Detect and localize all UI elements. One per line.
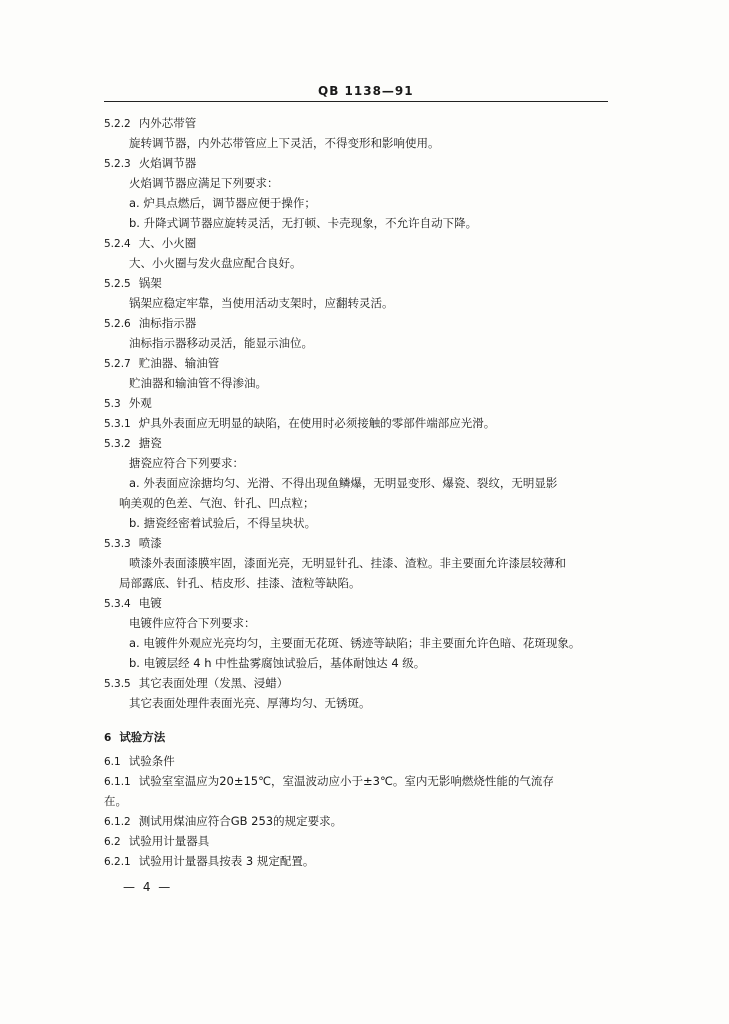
clause-number: 5.3: [104, 398, 121, 410]
clause-5-3-heading: [104, 396, 152, 411]
clause-5-2-2-text: 旋转调节器，内外芯带管应上下灵活，不得变形和影响使用。: [129, 136, 440, 150]
clause-5-2-7-text: 贮油器和输油管不得渗油。: [129, 376, 267, 390]
clause-6-2-heading: [104, 834, 209, 849]
clause-5-3-2-intro: 搪瓷应符合下列要求：: [129, 456, 244, 470]
page-number: — 4 —: [123, 880, 173, 894]
clause-number: 5.2.3: [104, 158, 131, 170]
standard-code-header: QB 1138—91: [318, 84, 414, 98]
clause-number: 6.2: [104, 836, 121, 848]
clause-number: 5.3.3: [104, 538, 131, 550]
clause-5-3-3-text: 喷漆外表面漆膜牢固，漆面光亮，无明显针孔、挂漆、渣粒。非主要面允许漆层较薄和: [129, 556, 566, 570]
clause-6-1-1: [104, 774, 554, 789]
clause-title: 外观: [128, 396, 152, 410]
clause-5-3-2-heading: [104, 436, 162, 451]
clause-text: 炉具外表面应无明显的缺陷，在使用时必须接触的零部件端部应光滑。: [138, 416, 496, 430]
clause-5-2-3-intro: 火焰调节器应满足下列要求：: [129, 176, 279, 190]
clause-5-2-4-text: 大、小火圈与发火盘应配合良好。: [129, 256, 302, 270]
clause-5-2-7-heading: [104, 356, 219, 371]
clause-5-3-5-text: 其它表面处理件表面光亮、厚薄均匀、无锈斑。: [129, 696, 371, 710]
clause-5-3-5-heading: [104, 676, 288, 691]
clause-text: 试验室室温应为20±15℃，室温波动应小于±3℃。室内无影响燃烧性能的气流存: [138, 774, 554, 788]
section-title: 试验方法: [119, 730, 166, 744]
clause-6-1-2: [104, 814, 342, 829]
clause-title: 火焰调节器: [138, 156, 197, 170]
clause-5-3-4-item-b: b. 电镀层经 4 h 中性盐雾腐蚀试验后，基体耐蚀达 4 级。: [129, 656, 426, 670]
clause-title: 大、小火圈: [138, 236, 197, 250]
clause-5-2-3-item-a: a. 炉具点燃后，调节器应便于操作；: [129, 196, 316, 210]
clause-6-1-heading: [104, 754, 175, 769]
clause-number: 5.2.6: [104, 318, 131, 330]
clause-5-2-3-heading: [104, 156, 196, 171]
clause-text: 试验用计量器具按表 3 规定配置。: [138, 854, 315, 868]
clause-title: 试验用计量器具: [128, 834, 210, 848]
clause-number: 6.2.1: [104, 856, 131, 868]
section-number: 6: [104, 732, 112, 744]
clause-5-2-5-heading: [104, 276, 162, 291]
clause-5-2-5-text: 锅架应稳定牢靠，当使用活动支架时，应翻转灵活。: [129, 296, 394, 310]
clause-5-2-6-heading: [104, 316, 196, 331]
clause-number: 6.1.2: [104, 816, 131, 828]
clause-title: 锅架: [138, 276, 162, 290]
clause-5-3-1: [104, 416, 495, 431]
clause-number: 5.3.4: [104, 598, 131, 610]
clause-number: 5.3.2: [104, 438, 131, 450]
clause-title: 搪瓷: [138, 436, 162, 450]
clause-number: 5.2.4: [104, 238, 131, 250]
clause-5-3-3-heading: [104, 536, 162, 551]
clause-5-3-4-heading: [104, 596, 162, 611]
clause-6-2-1: [104, 854, 314, 869]
clause-title: 电镀: [138, 596, 162, 610]
clause-number: 5.2.5: [104, 278, 131, 290]
clause-5-2-2-heading: [104, 116, 196, 131]
clause-title: 喷漆: [138, 536, 162, 550]
clause-title: 内外芯带管: [138, 116, 197, 130]
clause-5-3-3-text-cont: 局部露底、针孔、桔皮形、挂漆、渣粒等缺陷。: [119, 576, 361, 590]
header-rule: [104, 101, 608, 102]
clause-text: 测试用煤油应符合GB 253的规定要求。: [138, 814, 343, 828]
clause-title: 贮油器、输油管: [138, 356, 220, 370]
clause-5-2-3-item-b: b. 升降式调节器应旋转灵活，无打顿、卡壳现象，不允许自动下降。: [129, 216, 478, 230]
clause-title: 试验条件: [128, 754, 175, 768]
clause-5-2-4-heading: [104, 236, 196, 251]
clause-number: 6.1.1: [104, 776, 131, 788]
clause-5-2-6-text: 油标指示器移动灵活，能显示油位。: [129, 336, 313, 350]
clause-number: 5.3.5: [104, 678, 131, 690]
clause-number: 5.3.1: [104, 418, 131, 430]
clause-title: 油标指示器: [138, 316, 197, 330]
clause-6-1-1-cont: 在。: [104, 794, 127, 808]
clause-title: 其它表面处理（发黑、浸蜡）: [138, 676, 289, 690]
clause-5-3-2-item-b: b. 搪瓷经密着试验后，不得呈块状。: [129, 516, 317, 530]
clause-5-3-2-item-a: a. 外表面应涂搪均匀、光滑、不得出现鱼鳞爆，无明显变形、爆瓷、裂纹，无明显影: [129, 476, 558, 490]
clause-5-3-4-intro: 电镀件应符合下列要求：: [129, 616, 256, 630]
clause-5-3-4-item-a: a. 电镀件外观应光亮均匀，主要面无花斑、锈迹等缺陷；非主要面允许色暗、花斑现象。: [129, 636, 581, 650]
clause-number: 5.2.7: [104, 358, 131, 370]
clause-number: 6.1: [104, 756, 121, 768]
clause-number: 5.2.2: [104, 118, 131, 130]
clause-5-3-2-item-a-cont: 响美观的色差、气泡、针孔、凹点粒；: [119, 496, 315, 510]
section-6-heading: [104, 730, 165, 745]
